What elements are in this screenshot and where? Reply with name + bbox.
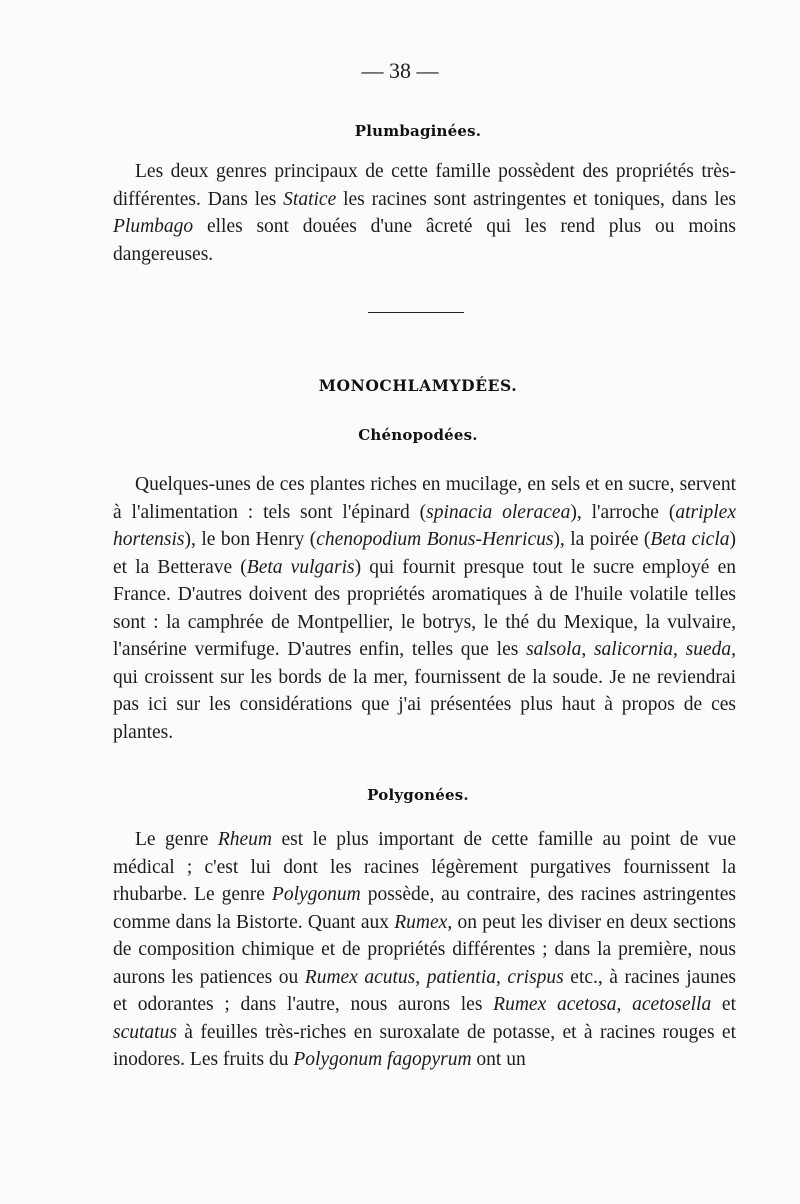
section-title-monochlamydees: MONOCHLAMYDÉES. — [318, 376, 518, 395]
paragraph-plumbaginees: Les deux genres principaux de cette famille possèdent des propriétés très-différentes. Dans les Statice les racines sont astringentes et toniques, dans les Plumbago elles sont douées d'une âcreté qui les rend plus ou moins dangereuses. — [113, 161, 736, 265]
section-title-chenopodees: Chénopodées. — [358, 426, 478, 444]
section-title-polygonees: Polygonées. — [367, 786, 469, 804]
section-divider-rule — [368, 312, 464, 313]
paragraph-chenopodees: Quelques-unes de ces plantes riches en mucilage, en sels et en sucre, servent à l'alimentation : tels sont l'épinard (spinacia oleracea), l'arroche (atriplex hortensis), le bon Henry (chenopodium Bonus-Henricus), la poirée (Beta cicla) et la Betterave (Beta vulgaris) qui fournit presque tout le sucre employé en France. D'autres doivent des propriétés aromatiques à de l'huile volatile telles sont : la camphrée de Montpellier, le botrys, le thé du Mexique, la vulvaire, l'ansérine vermifuge. D'autres enfin, telles que les salsola, salicornia, sueda, qui croissent sur les bords de la mer, fournissent de la soude. Je ne reviendrai pas ici sur les considérations que j'ai présentées plus haut à propos de ces plantes. — [113, 474, 737, 743]
page-number: — 38 — — [361, 58, 439, 83]
paragraph-polygonees: Le genre Rheum est le plus important de cette famille au point de vue médical ; c'est lui dont les racines légèrement purgatives fournissent la rhubarbe. Le genre Polygonum possède, au contraire, des racines astringentes comme dans la Bistorte. Quant aux Rumex, on peut les diviser en deux sections de composition chimique et de propriétés différentes ; dans la première, nous aurons les patiences ou Rumex acutus, patientia, crispus etc., à racines jaunes et odorantes ; dans l'autre, nous aurons les Rumex acetosa, acetosella et scutatus à feuilles très-riches en suroxalate de potasse, et à racines rouges et inodores. Les fruits du Polygonum fagopyrum ont un — [113, 829, 737, 1070]
section-title-plumbaginees: Plumbaginées. — [354, 122, 482, 140]
